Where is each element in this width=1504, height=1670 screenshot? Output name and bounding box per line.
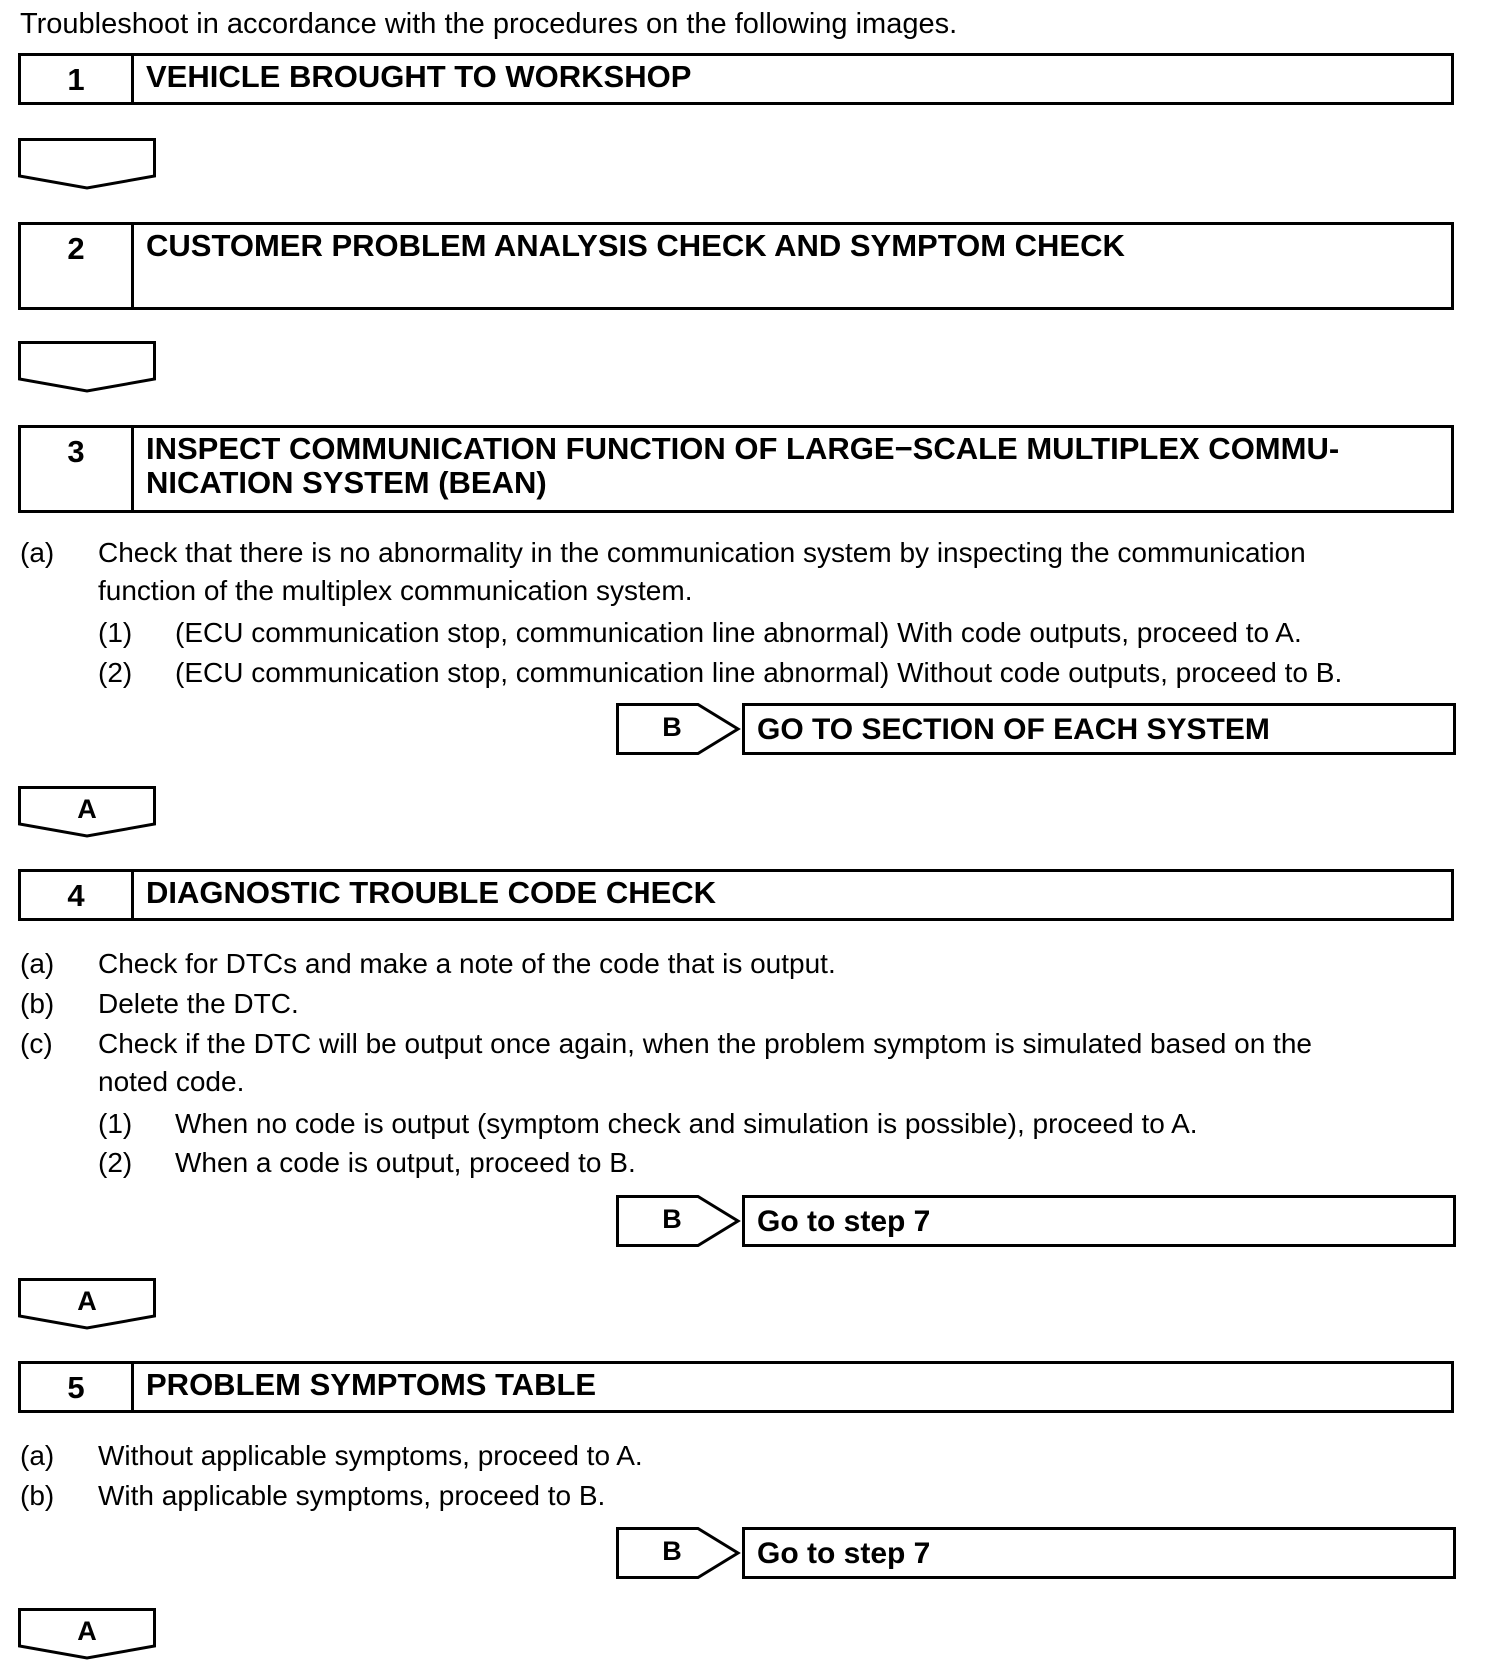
step-3-item-a-line-1: Check that there is no abnormality in the communication system by inspecting the communication	[98, 537, 1306, 568]
step-3-item-a-line-2: function of the multiplex communication system.	[98, 575, 693, 606]
step-4-number: 4	[21, 872, 134, 918]
step-3-title	[146, 432, 1441, 500]
step-4-branch-b: B Go to step 7	[616, 1195, 1456, 1247]
flow-arrow-a: A	[18, 1278, 156, 1330]
step-5-title: PROBLEM SYMPTOMS TABLE	[146, 1367, 597, 1402]
step-4-title: DIAGNOSTIC TROUBLE CODE CHECK	[146, 875, 717, 910]
step-5-branch-result: Go to step 7	[742, 1527, 1456, 1579]
flow-arrow-a: A	[18, 1608, 156, 1660]
step-5-branch-b: B Go to step 7	[616, 1527, 1456, 1579]
step-1-box	[18, 53, 1454, 105]
step-4-item-c-line-1: Check if the DTC will be output once again, when the problem symptom is simulated based on the	[98, 1028, 1312, 1059]
step-1-number: 1	[21, 56, 134, 102]
step-4-item-c-line-2: noted code.	[98, 1066, 245, 1097]
step-3-branch-b: B GO TO SECTION OF EACH SYSTEM	[616, 703, 1456, 755]
flow-arrow-a: A	[18, 786, 156, 838]
step-4-branch-result: Go to step 7	[742, 1195, 1456, 1247]
step-5-number: 5	[21, 1364, 134, 1410]
step-3-box	[18, 425, 1454, 513]
step-3-title-line-1: INSPECT COMMUNICATION FUNCTION OF LARGE−SCALE MULTIPLEX COMMU-	[146, 431, 1340, 466]
step-3-title-line-2: NICATION SYSTEM (BEAN)	[146, 465, 547, 500]
step-2-box	[18, 222, 1454, 310]
flow-arrow-icon	[18, 341, 156, 393]
step-5-box	[18, 1361, 1454, 1413]
flow-arrow-icon	[18, 138, 156, 190]
step-3-number: 3	[21, 428, 134, 510]
step-4-box	[18, 869, 1454, 921]
step-3-branch-result: GO TO SECTION OF EACH SYSTEM	[742, 703, 1456, 755]
step-2-number: 2	[21, 225, 134, 307]
intro-text: Troubleshoot in accordance with the procedures on the following images.	[20, 8, 958, 40]
step-2-title: CUSTOMER PROBLEM ANALYSIS CHECK AND SYMPTOM CHECK	[146, 228, 1125, 263]
step-1-title: VEHICLE BROUGHT TO WORKSHOP	[146, 59, 692, 94]
